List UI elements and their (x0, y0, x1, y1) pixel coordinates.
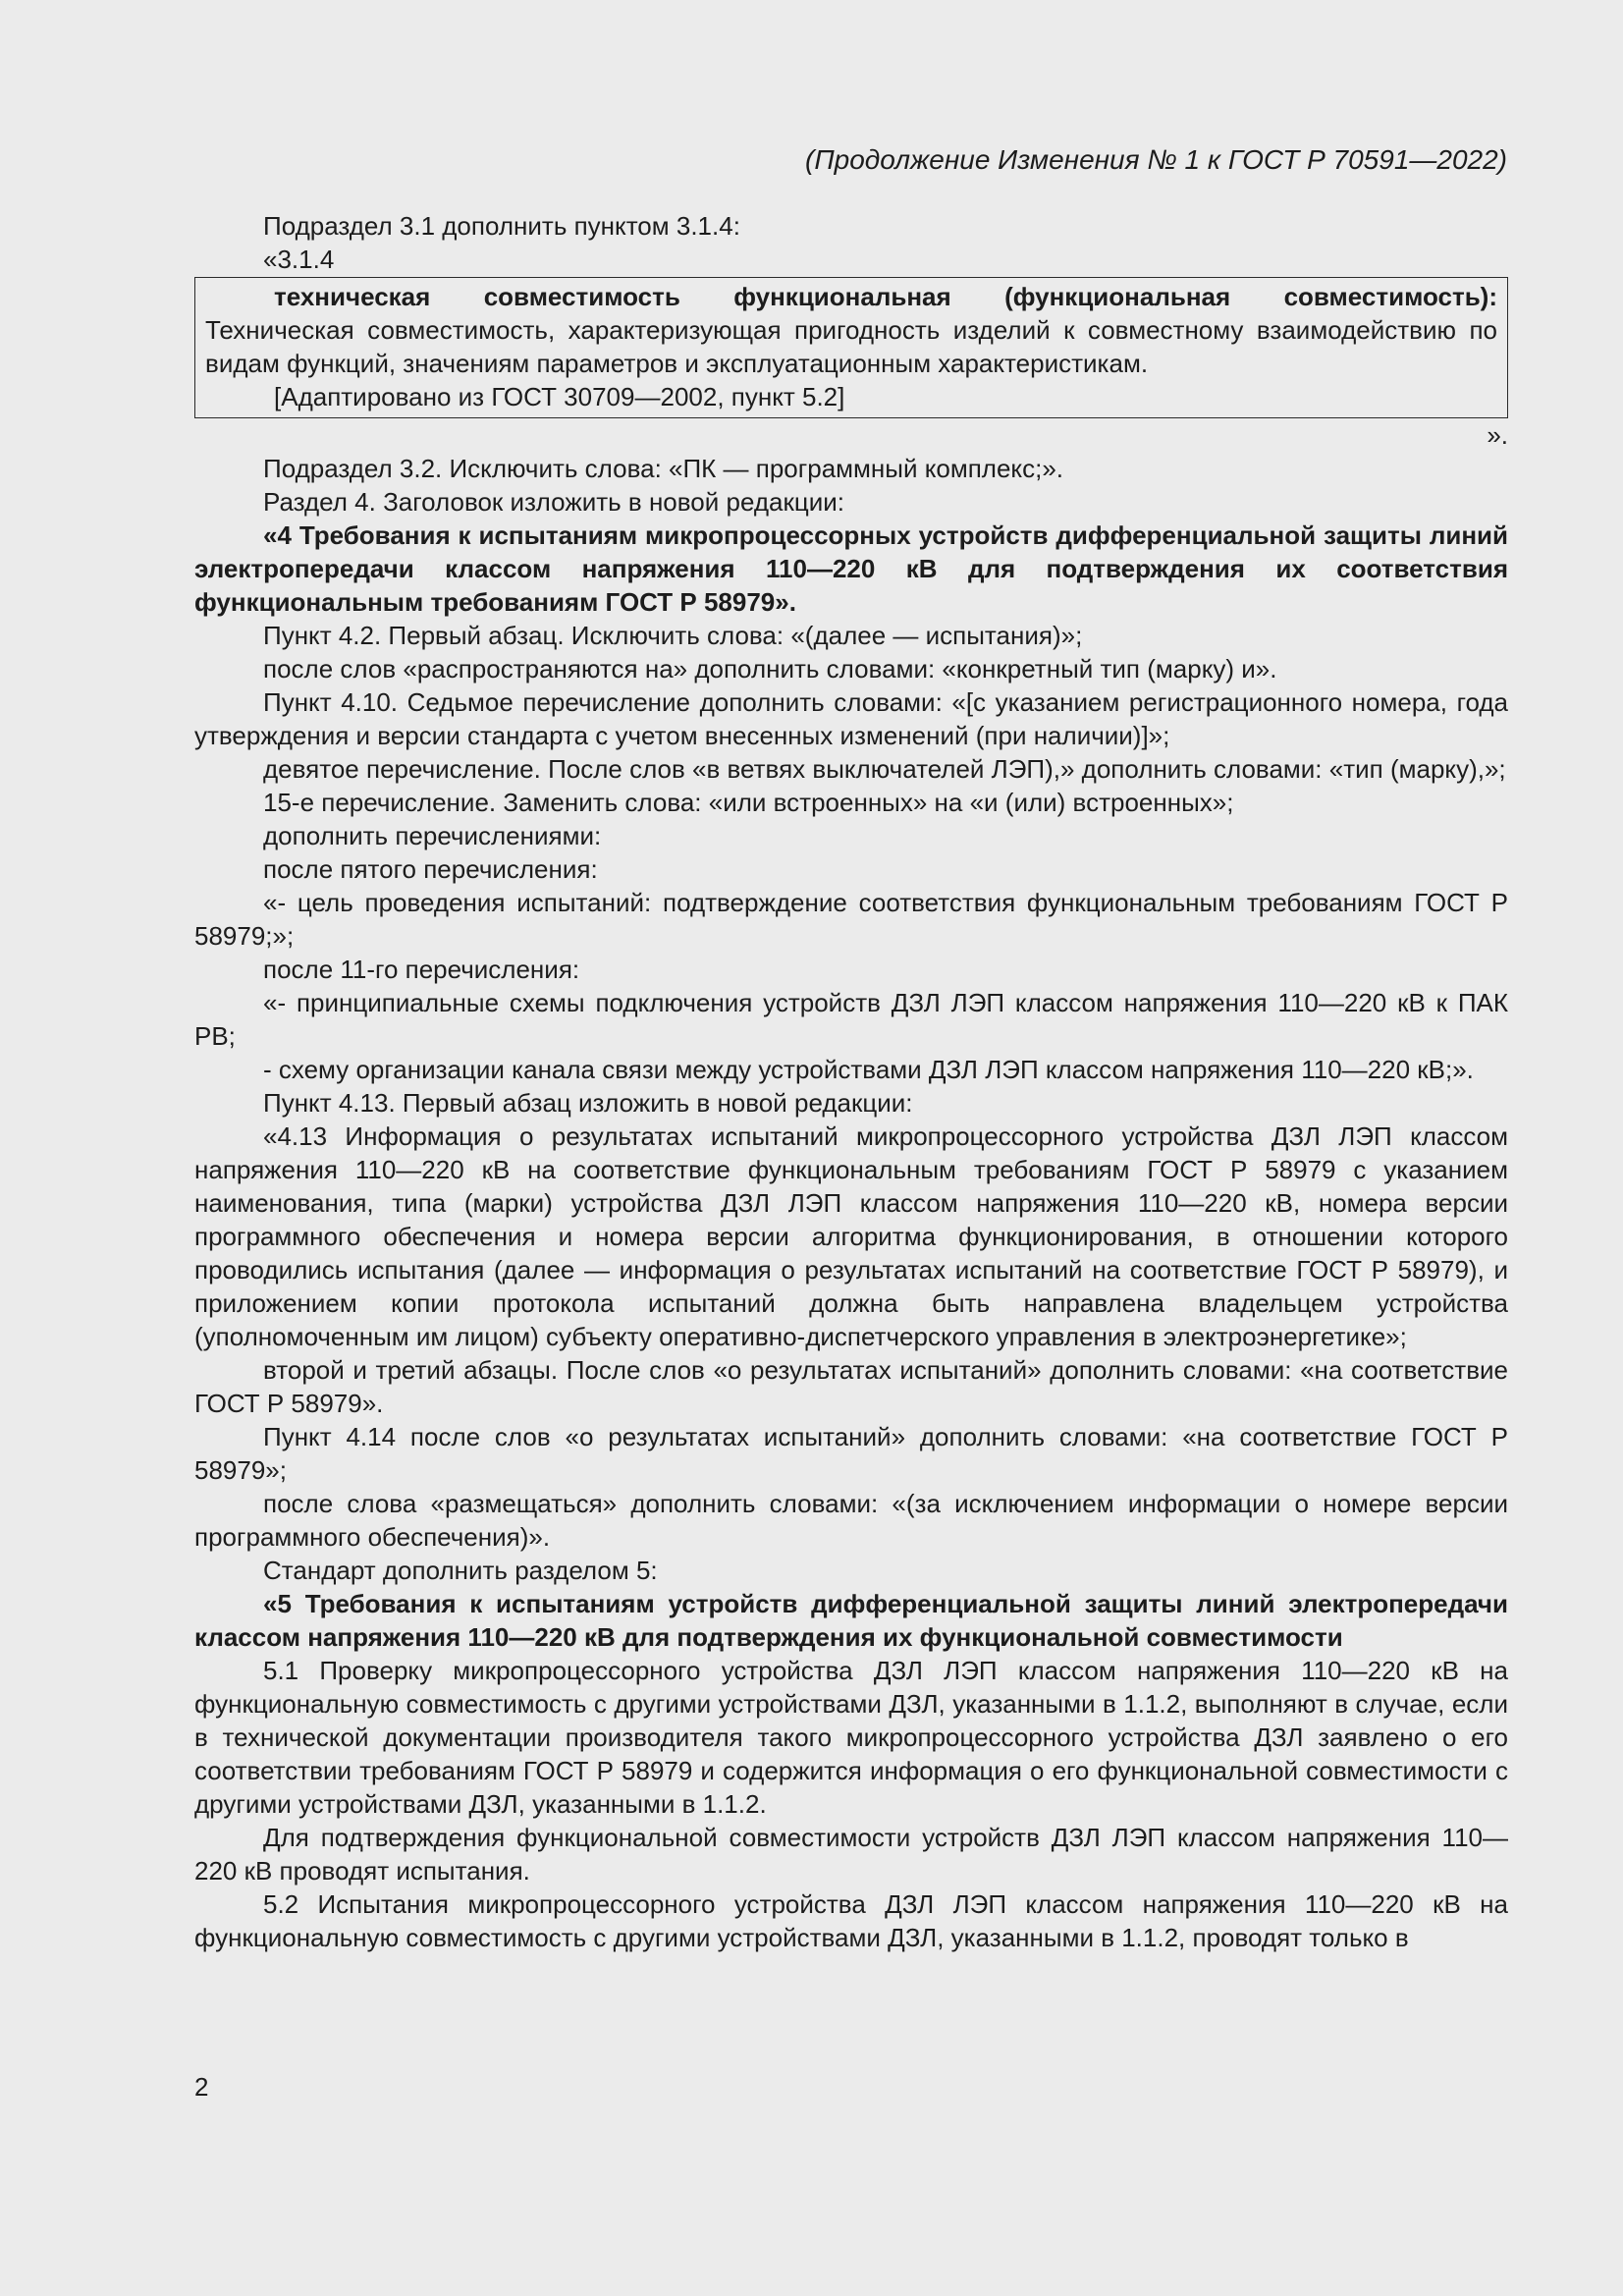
body-paragraph: Пункт 4.10. Седьмое перечисление дополнить словами: «[с указанием регистрационного номера, года утверждения и версии стандарта с учетом внесенных изменений (при наличии)]»; (194, 687, 1508, 750)
body-paragraph: Для подтверждения функциональной совместимости устройств ДЗЛ ЛЭП классом напряжения 110—220 кВ проводят испытания. (194, 1823, 1508, 1886)
body-paragraph: Раздел 4. Заголовок изложить в новой редакции: (263, 487, 845, 517)
body-paragraph: дополнить перечислениями: (263, 821, 602, 850)
body-paragraph: второй и третий абзацы. После слов «о результатах испытаний» дополнить словами: «на соответствие ГОСТ Р 58979». (194, 1355, 1508, 1418)
definition-close: ». (1487, 420, 1508, 450)
body-paragraph: 15-е перечисление. Заменить слова: «или встроенных» на «и (или) встроенных»; (263, 788, 1234, 817)
body-paragraph: «- принципиальные схемы подключения устройств ДЗЛ ЛЭП классом напряжения 110—220 кВ к ПАК РВ; (194, 988, 1508, 1051)
body-paragraph: 5.1 Проверку микропроцессорного устройства ДЗЛ ЛЭП классом напряжения 110—220 кВ на функциональную совместимость с другими устройствами ДЗЛ, указанными в 1.1.2, выполняют в случае, если в технической документации производителя такого микропроцессорного устройства ДЗЛ заявлено о его соответствии требованиям ГОСТ Р 58979 и содержится информация о его функциональной совместимости с другими устройствами ДЗЛ, указанными в 1.1.2. (194, 1656, 1508, 1819)
definition-box (194, 277, 1508, 418)
body-paragraph: 5.2 Испытания микропроцессорного устройства ДЗЛ ЛЭП классом напряжения 110—220 кВ на функциональную совместимость с другими устройствами ДЗЛ, указанными в 1.1.2, проводят только в (194, 1889, 1508, 1952)
body-paragraph: - схему организации канала связи между устройствами ДЗЛ ЛЭП классом напряжения 110—220 кВ;». (263, 1055, 1474, 1084)
body-paragraph: после слова «размещаться» дополнить словами: «(за исключением информации о номере версии программного обеспечения)». (194, 1489, 1508, 1552)
body-paragraph: девятое перечисление. После слов «в ветвях выключателей ЛЭП),» дополнить словами: «тип (марку),»; (263, 754, 1506, 784)
body-paragraph: «3.1.4 (263, 245, 335, 274)
body-paragraph: «4.13 Информация о результатах испытаний микропроцессорного устройства ДЗЛ ЛЭП классом напряжения 110—220 кВ на соответствие функциональным требованиям ГОСТ Р 58979 с указанием наименования, типа (марки) устройства ДЗЛ ЛЭП классом напряжения 110—220 кВ, номера версии программного обеспечения и номера версии алгоритма функционирования, в отношении которого проводились испытания (далее — информация о результатах испытаний на соответствие ГОСТ Р 58979), и приложением копии протокола испытаний должна быть направлена владельцем устройства (уполномоченным им лицом) субъекту оперативно-диспетчерского управления в электроэнергетике»; (194, 1121, 1508, 1351)
running-header: (Продолжение Изменения № 1 к ГОСТ Р 70591—2022) (805, 144, 1507, 175)
body-paragraph: «- цель проведения испытаний: подтверждение соответствия функциональным требованиям ГОСТ Р 58979;»; (194, 888, 1508, 951)
body-paragraph: Подраздел 3.2. Исключить слова: «ПК — программный комплекс;». (263, 454, 1064, 483)
definition-text: Техническая совместимость, характеризующая пригодность изделий к совместному взаимодействию по видам функций, значениям параметров и эксплуатационным характеристикам. (205, 315, 1497, 378)
body-paragraph: после 11-го перечисления: (263, 955, 580, 984)
body-paragraph: после пятого перечисления: (263, 854, 598, 884)
section-heading-4: «4 Требования к испытаниям микропроцессорных устройств дифференциальной защиты линий электропередачи классом напряжения 110—220 кВ для подтверждения их соответствия функциональным требованиям ГОСТ Р 58979». (194, 520, 1508, 617)
document-body (194, 209, 1508, 1954)
body-paragraph: Пункт 4.2. Первый абзац. Исключить слова: «(далее — испытания)»; (263, 621, 1083, 650)
definition-term: техническая совместимость функциональная (функциональная совместимость): (274, 282, 1497, 311)
page-number: 2 (194, 2072, 209, 2102)
body-paragraph: Пункт 4.13. Первый абзац изложить в новой редакции: (263, 1088, 913, 1118)
body-paragraph: Стандарт дополнить разделом 5: (263, 1556, 658, 1585)
definition-source: [Адаптировано из ГОСТ 30709—2002, пункт 5.2] (274, 382, 845, 411)
section-heading-5: «5 Требования к испытаниям устройств дифференциальной защиты линий электропередачи классом напряжения 110—220 кВ для подтверждения их функциональной совместимости (194, 1589, 1508, 1652)
body-paragraph: Подраздел 3.1 дополнить пунктом 3.1.4: (263, 211, 740, 241)
body-paragraph: Пункт 4.14 после слов «о результатах испытаний» дополнить словами: «на соответствие ГОСТ Р 58979»; (194, 1422, 1508, 1485)
body-paragraph: после слов «распространяются на» дополнить словами: «конкретный тип (марку) и». (263, 654, 1277, 683)
